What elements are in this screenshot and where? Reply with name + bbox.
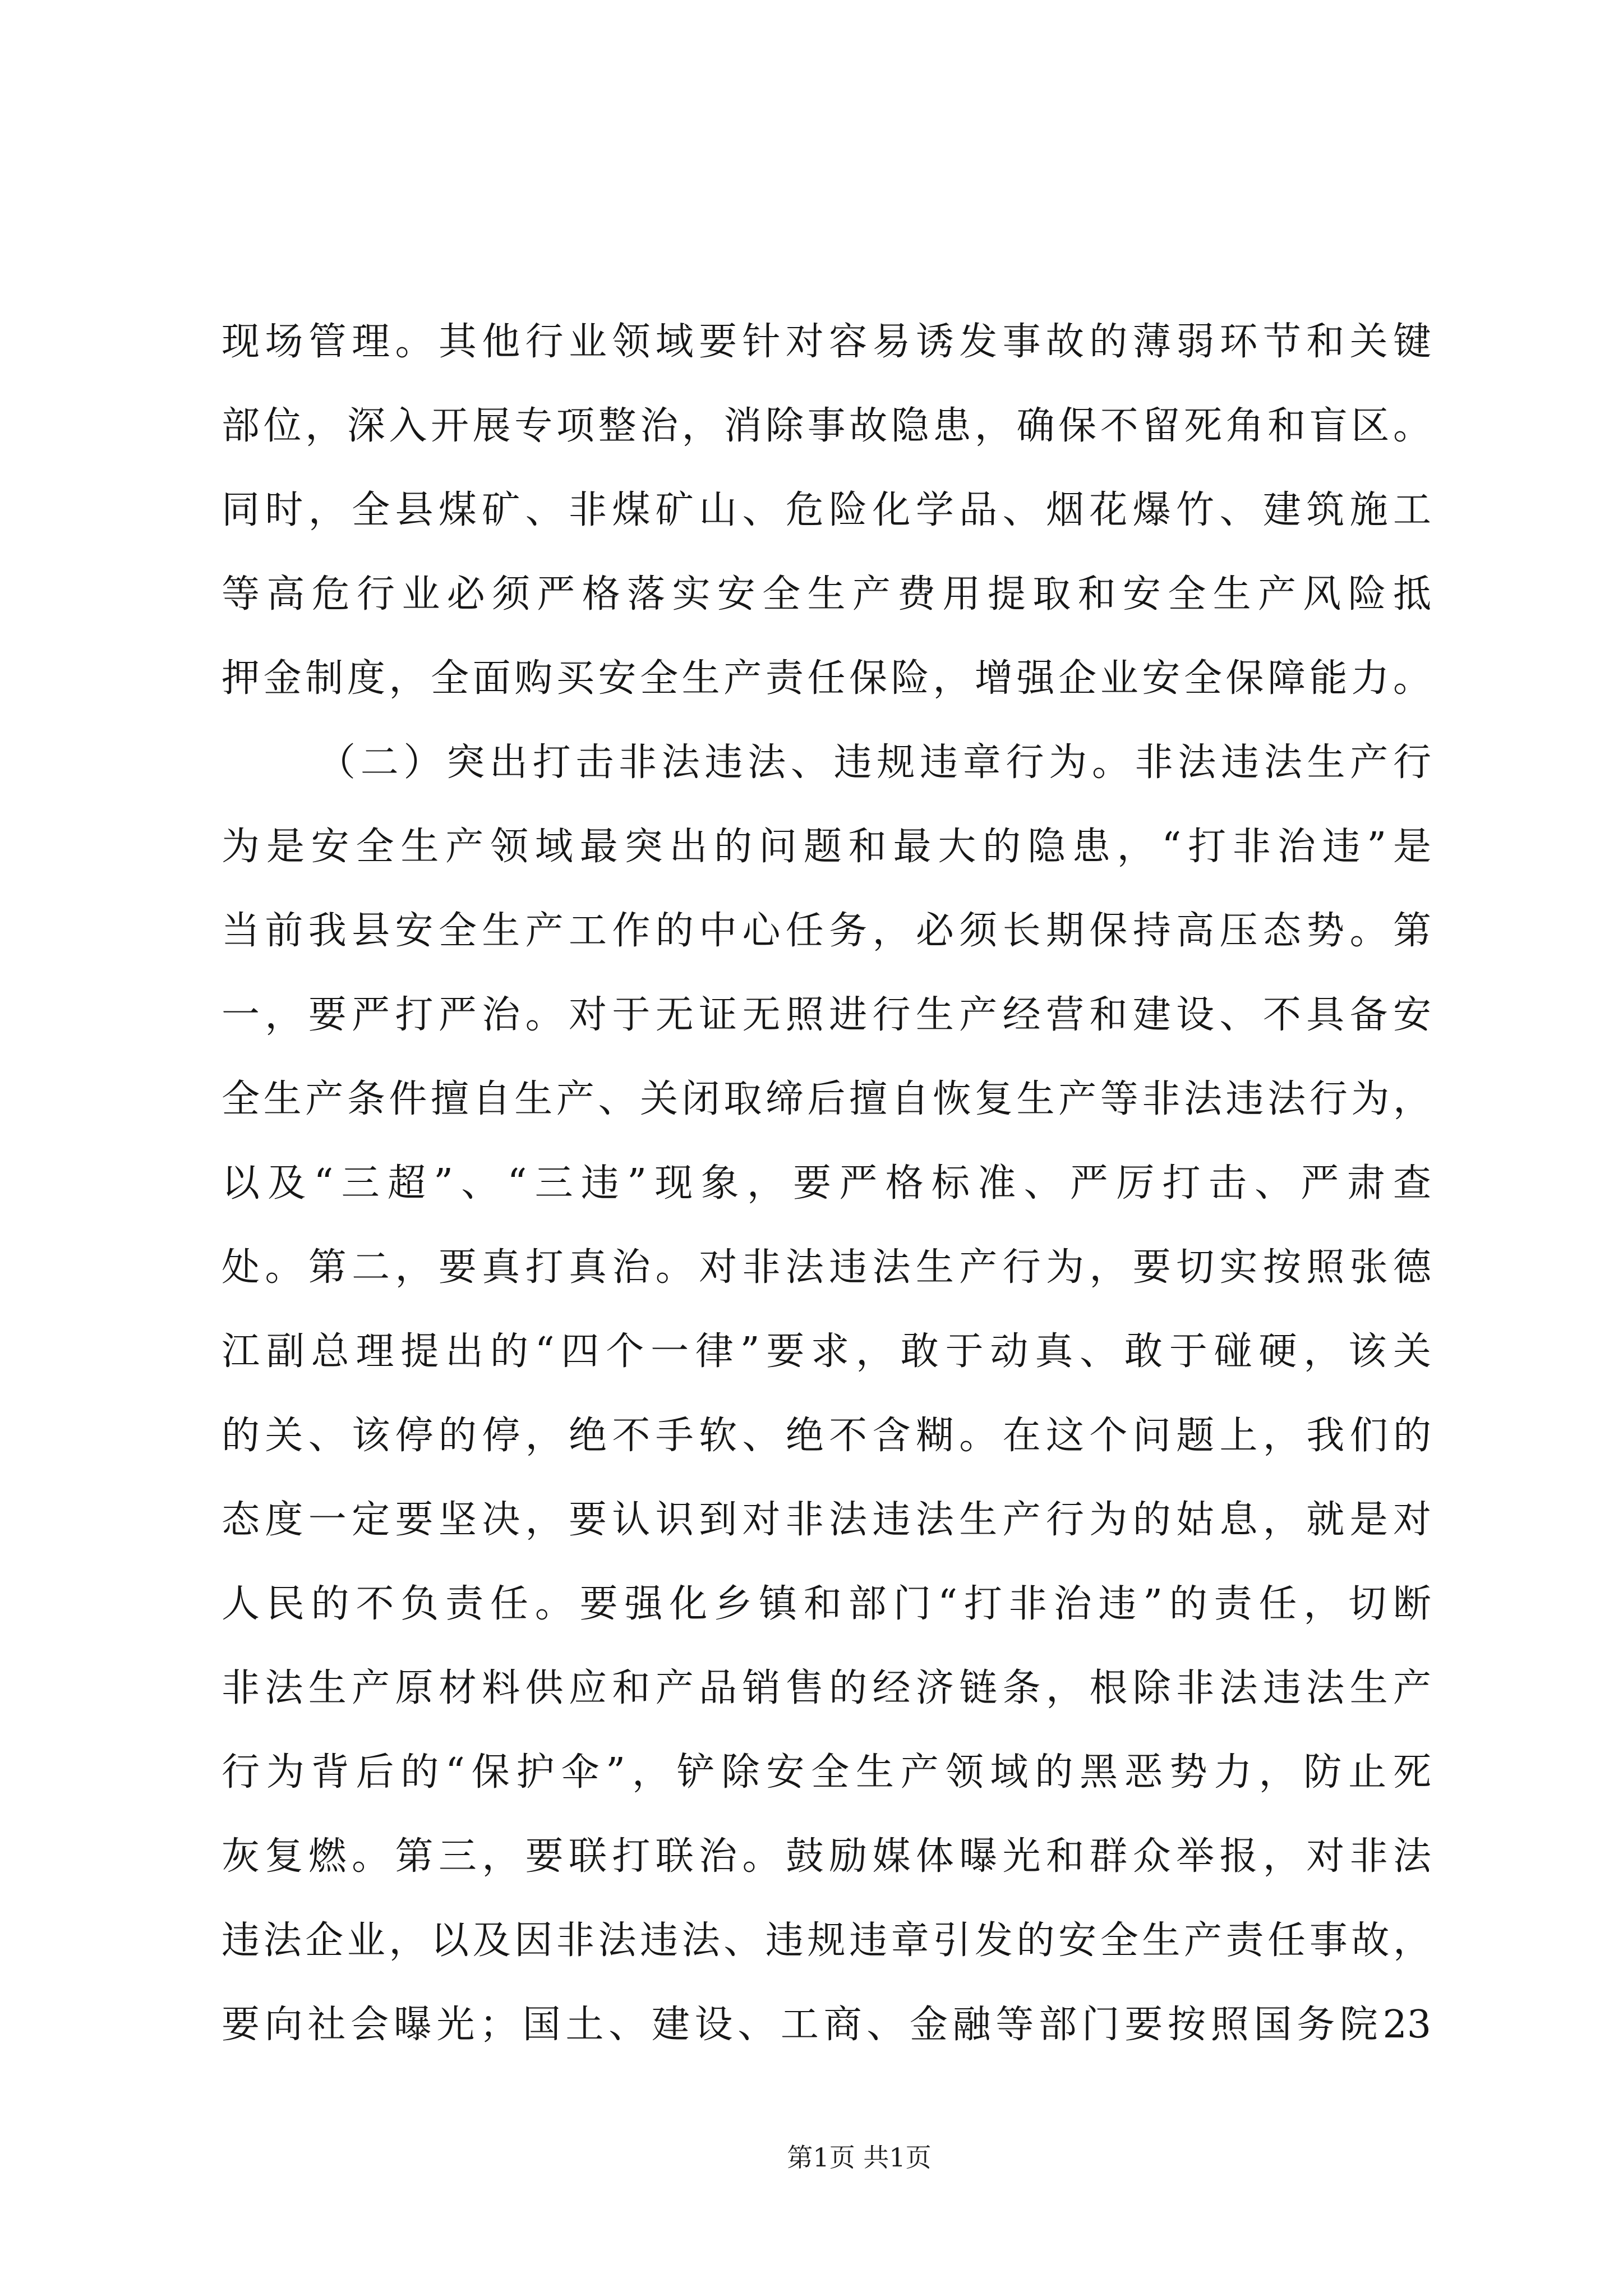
text-line: 行为背后的“保护伞”，铲除安全生产领域的黑恶势力，防止死 <box>222 1750 1431 1795</box>
text-line: （二）突出打击非法违法、违规违章行为。非法违法生产行 <box>317 740 1431 785</box>
text-line: 当前我县安全生产工作的中心任务，必须长期保持高压态势。第 <box>222 909 1431 953</box>
text-line: 违法企业，以及因非法违法、违规违章引发的安全生产责任事故， <box>222 1918 1431 1963</box>
text-line: 为是安全生产领域最突出的问题和最大的隐患，“打非治违”是 <box>222 825 1431 869</box>
text-line: 态度一定要坚决，要认识到对非法违法生产行为的姑息，就是对 <box>222 1498 1431 1542</box>
text-line: 处。第二，要真打真治。对非法违法生产行为，要切实按照张德 <box>222 1245 1431 1290</box>
text-line: 全生产条件擅自生产、关闭取缔后擅自恢复生产等非法违法行为， <box>222 1077 1431 1121</box>
text-line: 等高危行业必须严格落实安全生产费用提取和安全生产风险抵 <box>222 572 1431 616</box>
paragraph <box>222 300 1431 721</box>
text-line: 以及“三超”、“三违”现象，要严格标准、严厉打击、严肃查 <box>222 1161 1431 1205</box>
text-line: 同时，全县煤矿、非煤矿山、危险化学品、烟花爆竹、建筑施工 <box>222 488 1431 532</box>
page-number-label: 第1页 共1页 <box>787 2142 932 2173</box>
text-line: 人民的不负责任。要强化乡镇和部门“打非治违”的责任，切断 <box>222 1582 1431 1626</box>
text-line: 部位，深入开展专项整治，消除事故隐患，确保不留死角和盲区。 <box>222 404 1431 448</box>
text-line: 的关、该停的停，绝不手软、绝不含糊。在这个问题上，我们的 <box>222 1414 1431 1458</box>
text-line: 江副总理提出的“四个一律”要求，敢于动真、敢于碰硬，该关 <box>222 1329 1431 1374</box>
text-line: 灰复燃。第三，要联打联治。鼓励媒体曝光和群众举报，对非法 <box>222 1834 1431 1879</box>
paragraph <box>222 721 1431 2067</box>
document-body <box>222 300 1431 2067</box>
text-line: 非法生产原材料供应和产品销售的经济链条，根除非法违法生产 <box>222 1666 1431 1710</box>
text-line: 一，要严打严治。对于无证无照进行生产经营和建设、不具备安 <box>222 993 1431 1037</box>
page-footer <box>0 2137 1623 2178</box>
text-line: 押金制度，全面购买安全生产责任保险，增强企业安全保障能力。 <box>222 656 1431 701</box>
text-line: 现场管理。其他行业领域要针对容易诱发事故的薄弱环节和关键 <box>222 320 1431 364</box>
text-line: 要向社会曝光；国土、建设、工商、金融等部门要按照国务院23 <box>222 2003 1431 2047</box>
